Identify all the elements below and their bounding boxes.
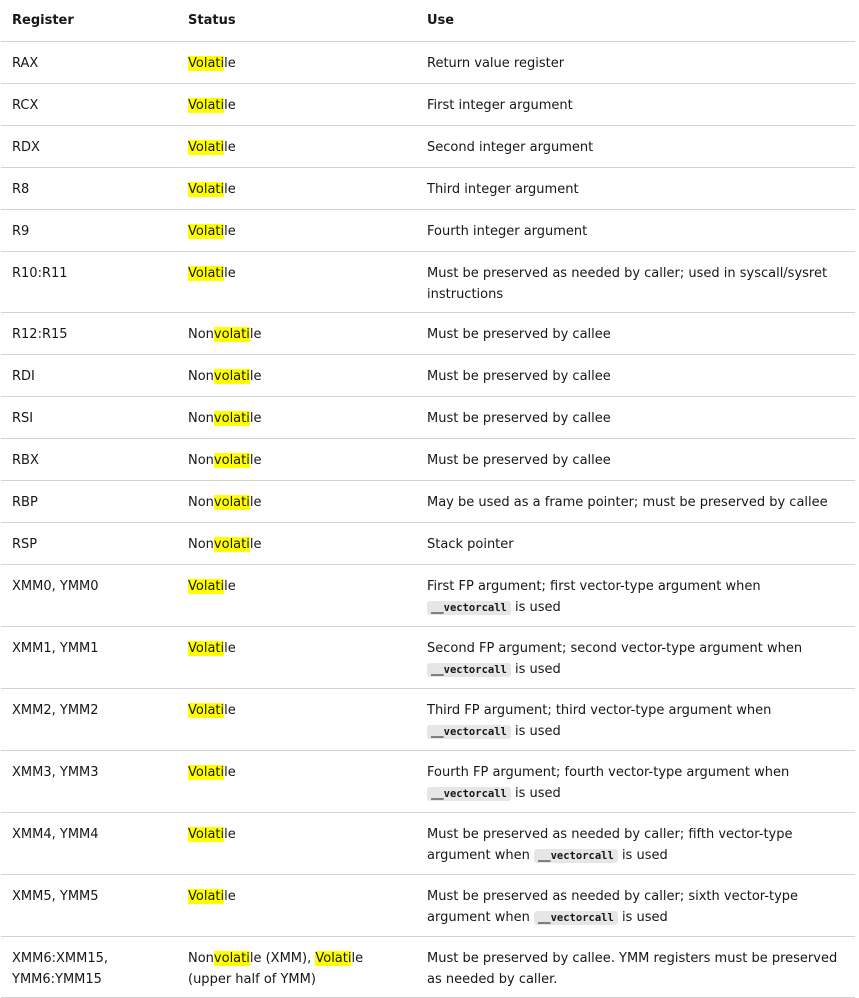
table-row	[1, 396, 855, 438]
register-table	[1, 0, 855, 998]
table-row	[1, 438, 855, 480]
header-use: Use	[416, 0, 855, 41]
use-cell: First integer argument	[416, 83, 855, 125]
use-cell: Must be preserved by callee	[416, 354, 855, 396]
table-row	[1, 626, 855, 688]
table-row	[1, 522, 855, 564]
table-row	[1, 812, 855, 874]
register-cell: RAX	[1, 41, 177, 83]
use-cell: Must be preserved as needed by caller; used in syscall/sysret instructions	[416, 251, 855, 312]
highlight-mark: Volati	[188, 55, 225, 71]
highlight-mark: volati	[213, 410, 250, 426]
highlight-mark: Volati	[315, 950, 352, 966]
status-cell: Volatile	[177, 874, 416, 936]
use-cell: First FP argument; first vector-type argument when __vectorcall is used	[416, 564, 855, 626]
status-cell: Volatile	[177, 750, 416, 812]
table-row	[1, 480, 855, 522]
register-cell: XMM6:XMM15, YMM6:YMM15	[1, 936, 177, 997]
use-cell: Fourth integer argument	[416, 209, 855, 251]
inline-code: __vectorcall	[427, 725, 511, 739]
use-cell: Must be preserved by callee	[416, 396, 855, 438]
register-cell: R12:R15	[1, 312, 177, 354]
use-cell: Second FP argument; second vector-type argument when __vectorcall is used	[416, 626, 855, 688]
use-cell: Fourth FP argument; fourth vector-type argument when __vectorcall is used	[416, 750, 855, 812]
register-cell: XMM5, YMM5	[1, 874, 177, 936]
status-cell: Nonvolatile	[177, 522, 416, 564]
status-cell: Volatile	[177, 167, 416, 209]
table-row	[1, 564, 855, 626]
table-row	[1, 83, 855, 125]
status-cell: Volatile	[177, 41, 416, 83]
highlight-mark: Volati	[188, 223, 225, 239]
use-cell: Return value register	[416, 41, 855, 83]
header-row	[1, 0, 855, 41]
status-cell: Volatile	[177, 83, 416, 125]
status-cell: Volatile	[177, 626, 416, 688]
use-cell: Must be preserved by callee. YMM registers must be preserved as needed by caller.	[416, 936, 855, 997]
header-status: Status	[177, 0, 416, 41]
register-cell: XMM4, YMM4	[1, 812, 177, 874]
use-cell: May be used as a frame pointer; must be preserved by callee	[416, 480, 855, 522]
register-cell: RBX	[1, 438, 177, 480]
table-row	[1, 312, 855, 354]
status-cell: Nonvolatile	[177, 396, 416, 438]
table-row	[1, 750, 855, 812]
highlight-mark: Volati	[188, 640, 225, 656]
highlight-mark: Volati	[188, 888, 225, 904]
highlight-mark: volati	[213, 452, 250, 468]
highlight-mark: volati	[213, 494, 250, 510]
table-row	[1, 209, 855, 251]
use-cell: Must be preserved by callee	[416, 312, 855, 354]
use-cell: Must be preserved as needed by caller; fifth vector-type argument when __vectorcall is used	[416, 812, 855, 874]
use-cell: Second integer argument	[416, 125, 855, 167]
register-cell: R9	[1, 209, 177, 251]
status-cell: Nonvolatile (XMM), Volatile (upper half of YMM)	[177, 936, 416, 997]
table-row	[1, 936, 855, 997]
highlight-mark: Volati	[188, 702, 225, 718]
use-cell: Stack pointer	[416, 522, 855, 564]
status-cell: Volatile	[177, 688, 416, 750]
highlight-mark: volati	[213, 368, 250, 384]
register-cell: XMM2, YMM2	[1, 688, 177, 750]
inline-code: __vectorcall	[534, 849, 618, 863]
use-cell: Must be preserved as needed by caller; sixth vector-type argument when __vectorcall is used	[416, 874, 855, 936]
table-row	[1, 251, 855, 312]
register-cell: XMM0, YMM0	[1, 564, 177, 626]
inline-code: __vectorcall	[534, 911, 618, 925]
register-cell: RSI	[1, 396, 177, 438]
highlight-mark: Volati	[188, 181, 225, 197]
table-row	[1, 41, 855, 83]
status-cell: Volatile	[177, 564, 416, 626]
register-cell: R8	[1, 167, 177, 209]
register-cell: RSP	[1, 522, 177, 564]
status-cell: Nonvolatile	[177, 354, 416, 396]
register-cell: RBP	[1, 480, 177, 522]
highlight-mark: volati	[213, 326, 250, 342]
inline-code: __vectorcall	[427, 663, 511, 677]
inline-code: __vectorcall	[427, 787, 511, 801]
highlight-mark: Volati	[188, 578, 225, 594]
status-cell: Volatile	[177, 812, 416, 874]
highlight-mark: Volati	[188, 97, 225, 113]
register-cell: RCX	[1, 83, 177, 125]
status-cell: Volatile	[177, 251, 416, 312]
table-row	[1, 874, 855, 936]
status-cell: Nonvolatile	[177, 480, 416, 522]
register-cell: XMM3, YMM3	[1, 750, 177, 812]
status-cell: Volatile	[177, 125, 416, 167]
inline-code: __vectorcall	[427, 601, 511, 615]
use-cell: Third integer argument	[416, 167, 855, 209]
status-cell: Nonvolatile	[177, 438, 416, 480]
table-row	[1, 688, 855, 750]
highlight-mark: Volati	[188, 764, 225, 780]
highlight-mark: volati	[213, 950, 250, 966]
register-cell: RDI	[1, 354, 177, 396]
highlight-mark: Volati	[188, 826, 225, 842]
register-cell: XMM1, YMM1	[1, 626, 177, 688]
register-cell: R10:R11	[1, 251, 177, 312]
status-cell: Nonvolatile	[177, 312, 416, 354]
header-register: Register	[1, 0, 177, 41]
use-cell: Must be preserved by callee	[416, 438, 855, 480]
highlight-mark: volati	[213, 536, 250, 552]
register-cell: RDX	[1, 125, 177, 167]
table-row	[1, 125, 855, 167]
table-row	[1, 167, 855, 209]
table-row	[1, 354, 855, 396]
highlight-mark: Volati	[188, 139, 225, 155]
use-cell: Third FP argument; third vector-type argument when __vectorcall is used	[416, 688, 855, 750]
highlight-mark: Volati	[188, 265, 225, 281]
status-cell: Volatile	[177, 209, 416, 251]
